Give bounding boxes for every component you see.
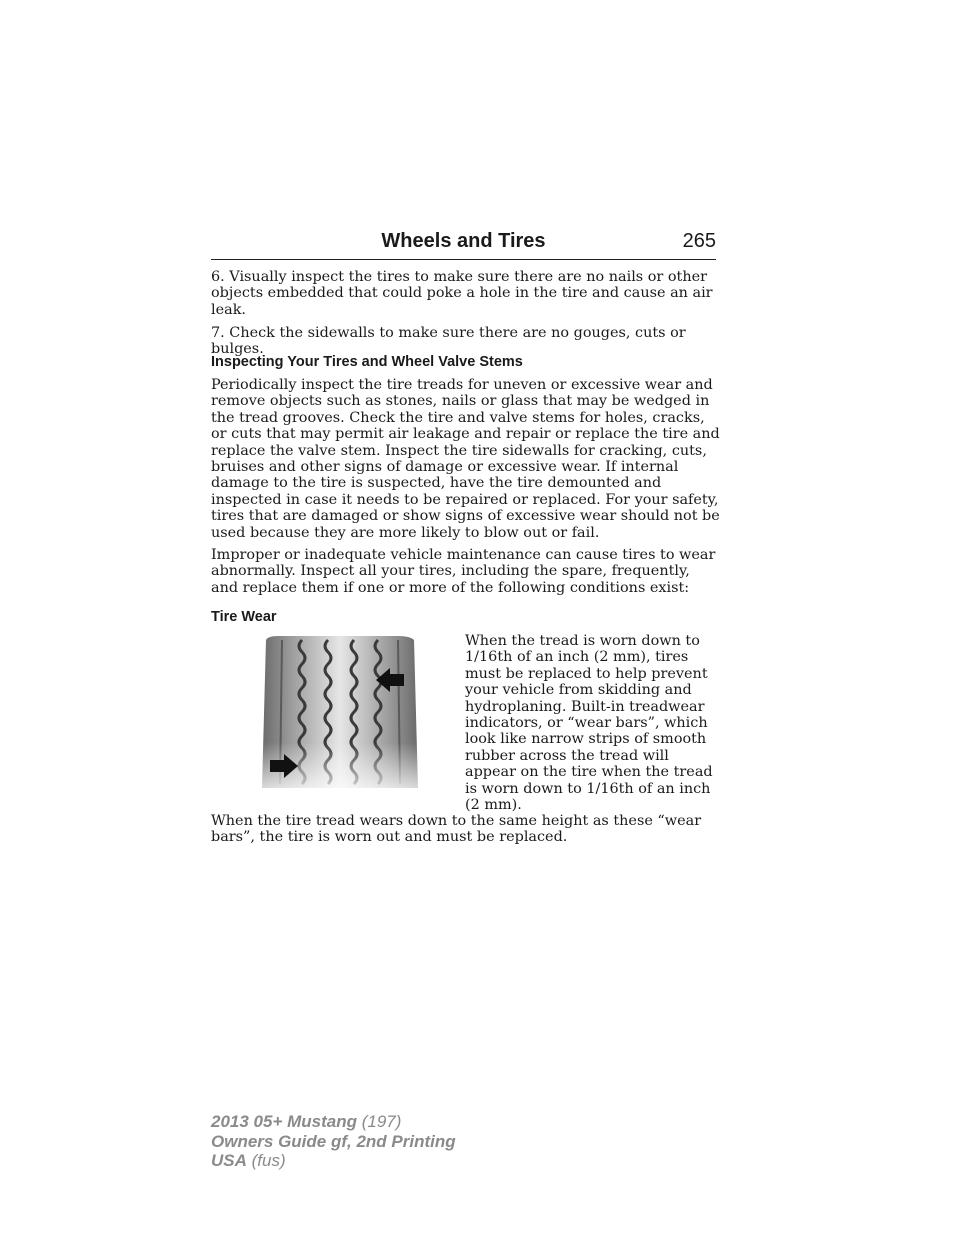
paragraph-improper: Improper or inadequate vehicle maintenance can cause tires to wear abnormally. Inspect all your tires, including the spare, frequently, and replace them if one or more of the following conditions exist: [211,547,716,596]
heading-tire-wear: Tire Wear [211,609,277,625]
paragraph-inspect: Periodically inspect the tire treads for uneven or excessive wear and remove objects such as stones, nails or glass that may be wedged in the tread grooves. Check the tire and valve stems for holes, cracks, or cuts that may permit air leakage and repair or replace the tire and replace the valve stem. Inspect the tire sidewalls for cracking, cuts, bruises and other signs of damage or excessive wear. If internal damage to the tire is suspected, have the tire demounted and inspected in case it needs to be repaired or replaced. For your safety, tires that are damaged or show signs of excessive wear should not be used because they are more likely to blow out or fail. [211,377,720,541]
heading-inspecting: Inspecting Your Tires and Wheel Valve Stems [211,354,523,370]
paragraph-tread: When the tread is worn down to 1/16th of an inch (2 mm), tires must be replaced to help prevent your vehicle from skidding and hydroplaning. Built-in treadwear indicators, or “wear bars”, which look like narrow strips of smooth rubber across the tread will appear on the tire when the tread is worn down to 1/16th of an inch (2 mm). [465,633,713,814]
page-footer [211,1112,456,1171]
section-title: Wheels and Tires [381,230,546,252]
footer-guide: Owners Guide gf, 2nd Printing [211,1131,456,1151]
tire-tread-figure [258,636,422,788]
paragraph-step-7: 7. Check the sidewalls to make sure there are no gouges, cuts or bulges. [211,325,686,358]
paragraph-step-6: 6. Visually inspect the tires to make sure there are no nails or other objects embedded that could poke a hole in the tire and cause an air leak. [211,269,713,318]
page-number: 265 [682,230,716,252]
footer-region-code: (fus) [246,1151,286,1170]
footer-model-code: (197) [357,1112,402,1131]
footer-region: USA [211,1151,247,1170]
page-header [211,230,716,260]
tire-tread-icon [258,636,422,788]
footer-model: 2013 05+ Mustang [211,1112,357,1131]
paragraph-wear-bars: When the tire tread wears down to the same height as these “wear bars”, the tire is worn out and must be replaced. [211,813,702,846]
